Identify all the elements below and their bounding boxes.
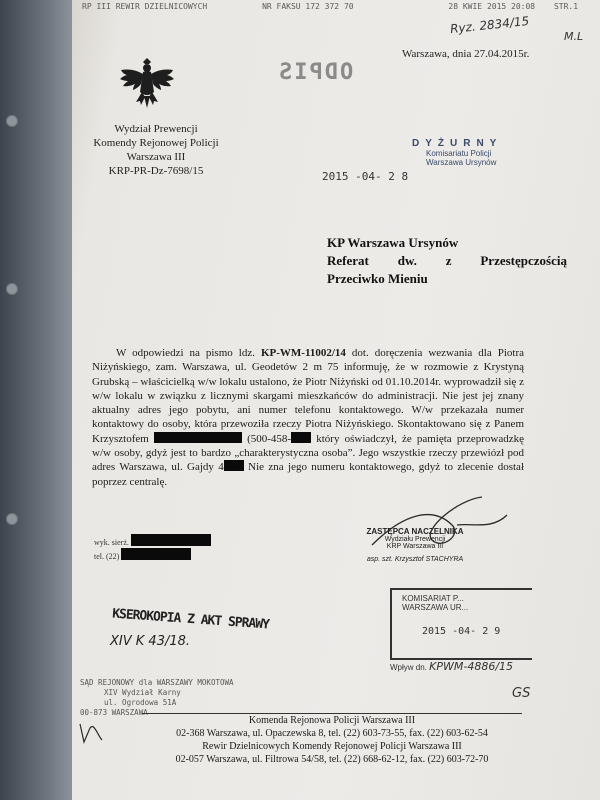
duty-stamp-line2: Warszawa Ursynów [426,158,497,167]
binder-edge [0,0,72,800]
initials-scribble-icon [76,718,106,748]
executed-by-label: wyk. sierż. [94,538,129,547]
fax-header [82,2,600,14]
duty-stamp-line1: Komisariatu Policji [426,149,492,158]
punch-hole [6,115,18,127]
footer-line2: 02-368 Warszawa, ul. Opaczewska 8, tel. (22) 603-73-55, fax. (22) 603-62-54 [176,728,488,739]
place-date: Warszawa, dnia 27.04.2015r. [402,48,530,60]
eagle-emblem-icon [117,52,177,112]
recipient-block [327,234,567,288]
document-page [72,0,600,800]
box-stamp-date: 2015 -04- 2 9 [422,626,501,637]
executed-by-phone: tel. (22) [94,552,120,561]
issuer-command: Komendy Rejonowej Policji [93,137,219,149]
margin-note-reg: Ryz. 2834/15 [449,13,530,37]
court-stamp-line3: ul. Ogrodowa 51A [104,698,177,707]
body-text-1: dot. doręczenia wezwania dla Piotra Niżyńskiego, zam. Warszawa, ul. Geodetów 2 m 75 informuję, że w rozmowie z Krystyną Grubską – właścicielką w/w lokalu ustalono, że Piotr Niżyński od 01.10.2014r. wyprowadził się z w/w lokalu w związku z licznymi skargami mieszkańców do administracji. Nie jest jej znany aktualny adres jego pobytu, ani numer telefonu kontaktowego. W/w przekazała numer kontaktowy do osoby, która przewoziła rzeczy Piotra Niżyńskiego. Skontaktowano się z Panem Krzysztofem [92,347,525,445]
signature-stamp-title: ZASTĘPCA NACZELNIKA [366,527,464,536]
redaction-officer-phone [121,548,191,560]
body-phone: (500-458- [247,432,292,445]
redaction-phone [291,432,311,443]
margin-note-initials: M.L [564,30,584,43]
court-stamp-line2: XIV Wydział Karny [104,688,181,697]
commissariat-box-stamp [390,588,532,660]
received-date-stamp: 2015 -04- 2 8 [322,170,409,183]
inflow-label: Wpływ dn. [390,663,427,672]
box-stamp-line2: WARSZAWA UR... [402,603,469,612]
redaction-name [154,432,242,443]
footer-line3: Rewir Dzielnicowych Komendy Rejonowej Policji Warszawa III [202,741,462,752]
footer-line1: Komenda Rejonowa Policji Warszawa III [248,715,416,726]
signature-stamp-dept: Wydziału Prewencji [384,536,446,543]
fax-header-number: NR FAKSU 172 372 70 [262,2,354,11]
issuer-reference: KRP-PR-Dz-7698/15 [108,165,204,177]
recipient-line2: Referat dw. z Przestępczością [327,253,567,268]
redaction-address [224,460,244,471]
court-stamp-line1: SĄD REJONOWY dla WARSZAWY MOKOTOWA [80,678,234,687]
box-stamp-line1: KOMISARIAT P... [402,594,464,603]
court-stamp [80,678,234,718]
punch-hole [6,283,18,295]
issuer-city: Warszawa III [126,151,186,163]
inflow-number: KPWM-4886/15 [429,660,514,673]
court-stamp-line4: 00-873 WARSZAWA [80,708,148,717]
inflow-line [390,660,513,673]
fax-header-sender: RP III REWIR DZIELNICOWYCH [82,2,208,11]
footer-line4: 02-057 Warszawa, ul. Filtrowa 54/58, tel. (22) 668-62-12, fax. (22) 603-72-70 [175,754,489,765]
executed-by [94,534,211,562]
body-text-2: który oświadczył, że pamięta przeprowadzkę w/w osoby, gdyż jest to bardzo „charakterystyczna osoba”. Jego wszystkie rzeczy przewiózł pod adres Warszawa, ul. Gajdy 4 [92,432,525,474]
fax-header-page: STR.1 [553,2,579,11]
case-reference: KP-WM-11002/14 [260,347,346,359]
duty-stamp-title: DYŻURNY [412,138,503,149]
recipient-line1: KP Warszawa Ursynów [327,235,459,250]
case-signature-handwritten: XIV K 43/18. [110,634,191,649]
fax-header-datetime: 28 KWIE 2015 20:08 [448,2,536,11]
signature-scribble-icon [362,495,512,555]
letter-body [92,346,524,489]
signature-stamp-name: asp. szt. Krzysztof STACHYRA [366,556,464,563]
copy-stamp: KSEROKOPIA Z AKT SPRAWY [111,606,270,633]
letter-footer [112,713,552,766]
redaction-officer [131,534,211,546]
issuer-block [72,122,240,178]
duty-stamp [412,138,502,167]
odpis-stamp: ODPIS [277,60,354,85]
margin-note-gs: GS [512,686,531,701]
issuer-department: Wydział Prewencji [114,123,198,135]
body-text-3: Nie zna jego numeru kontaktowego, gdyż to zlecenie dostał poprzez centralę. [92,461,524,488]
signature-stamp-unit: KRP Warszawa III [386,543,444,550]
recipient-line3: Przeciwko Mieniu [327,271,428,286]
punch-hole [6,513,18,525]
body-intro: W odpowiedzi na pismo ldz. [116,347,255,359]
